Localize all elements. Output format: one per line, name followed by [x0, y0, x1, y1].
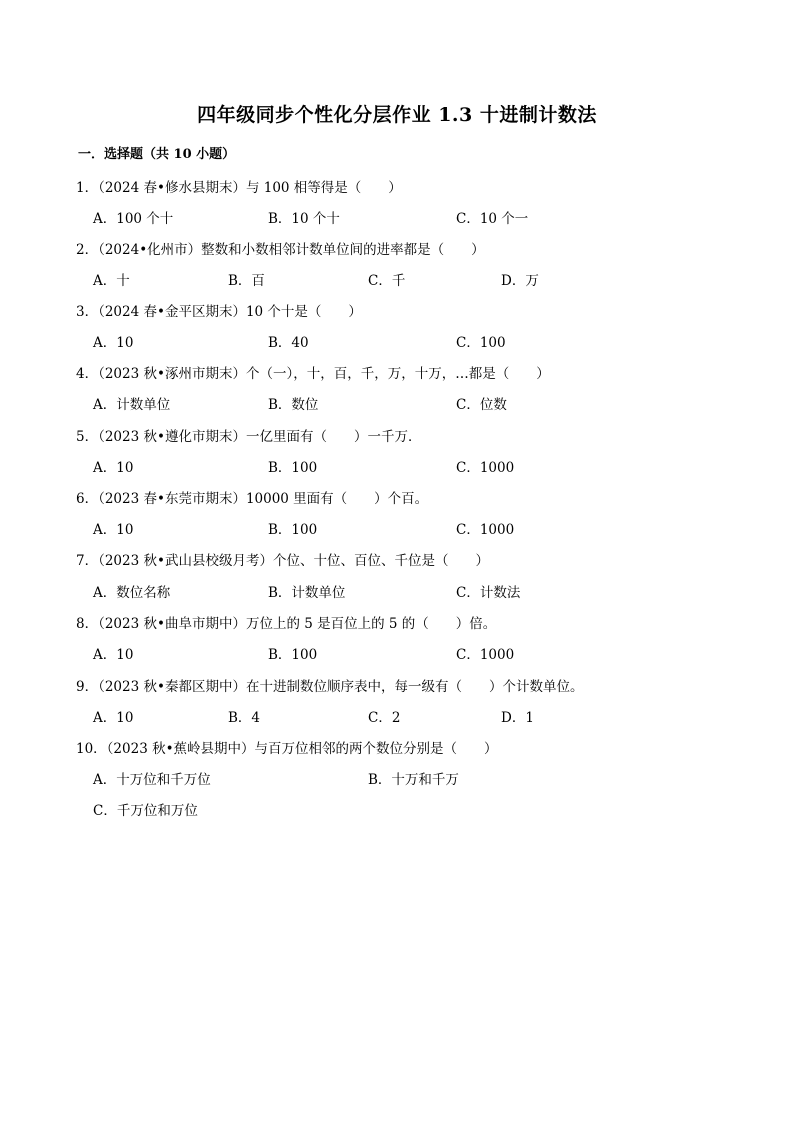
question-5-option-c: C．1000: [456, 460, 515, 476]
question-7-option-a: A．数位名称: [93, 585, 171, 601]
question-8-option-b: B．100: [268, 647, 318, 663]
question-9-stem: 9．（2023 秋•秦都区期中）在十进制数位顺序表中，每一级有（ ）个计数单位。: [76, 679, 584, 695]
question-9-option-c: C．2: [368, 710, 401, 726]
question-6-option-a: A．10: [93, 522, 134, 538]
question-7-stem: 7．（2023 秋•武山县校级月考）个位、十位、百位、千位是（ ）: [76, 553, 489, 569]
question-6-option-c: C．1000: [456, 522, 515, 538]
question-4-option-c: C．位数: [456, 397, 507, 413]
question-10-option-a: A．十万位和千万位: [93, 772, 211, 788]
question-10-option-b: B．十万和千万: [368, 772, 459, 788]
question-10-stem: 10．（2023 秋•蕉岭县期中）与百万位相邻的两个数位分别是（ ）: [76, 741, 498, 757]
question-5-option-a: A．10: [93, 460, 134, 476]
question-2-option-c: C．千: [368, 273, 406, 289]
question-4-option-b: B．数位: [268, 397, 319, 413]
question-4-option-a: A．计数单位: [93, 397, 171, 413]
question-2-option-b: B．百: [228, 273, 265, 289]
question-2-stem: 2．（2024•化州市）整数和小数相邻计数单位间的进率都是（ ）: [76, 242, 485, 258]
question-5-stem: 5．（2023 秋•遵化市期末）一亿里面有（ ）一千万．: [76, 429, 422, 445]
question-3-stem: 3．（2024 春•金平区期末）10 个十是（ ）: [76, 304, 362, 320]
question-6-stem: 6．（2023 春•东莞市期末）10000 里面有（ ）个百。: [76, 491, 429, 507]
question-2-option-a: A．十: [93, 273, 130, 289]
question-3-option-a: A．10: [93, 335, 134, 351]
question-1-option-b: B．10 个十: [268, 211, 340, 227]
question-9-option-d: D．1: [501, 710, 534, 726]
section-heading: 一．选择题（共 10 小题）: [78, 147, 236, 162]
question-10-option-c: C．千万位和万位: [93, 803, 198, 819]
question-3-option-b: B．40: [268, 335, 309, 351]
question-9-option-a: A．10: [93, 710, 134, 726]
question-3-option-c: C．100: [456, 335, 506, 351]
question-5-option-b: B．100: [268, 460, 318, 476]
question-9-option-b: B．4: [228, 710, 261, 726]
document-title: 四年级同步个性化分层作业 1.3 十进制计数法: [197, 104, 597, 126]
question-1-option-c: C．10 个一: [456, 211, 529, 227]
question-6-option-b: B．100: [268, 522, 318, 538]
question-4-stem: 4．（2023 秋•涿州市期末）个（一），十，百，千，万，十万，…都是（ ）: [76, 366, 550, 382]
question-8-option-a: A．10: [93, 647, 134, 663]
question-1-stem: 1．（2024 春•修水县期末）与 100 相等得是（ ）: [76, 180, 402, 196]
question-8-stem: 8．（2023 秋•曲阜市期中）万位上的 5 是百位上的 5 的（ ）倍。: [76, 616, 497, 632]
question-2-option-d: D．万: [501, 273, 539, 289]
question-7-option-c: C．计数法: [456, 585, 521, 601]
question-8-option-c: C．1000: [456, 647, 515, 663]
question-7-option-b: B．计数单位: [268, 585, 346, 601]
question-1-option-a: A．100 个十: [93, 211, 174, 227]
